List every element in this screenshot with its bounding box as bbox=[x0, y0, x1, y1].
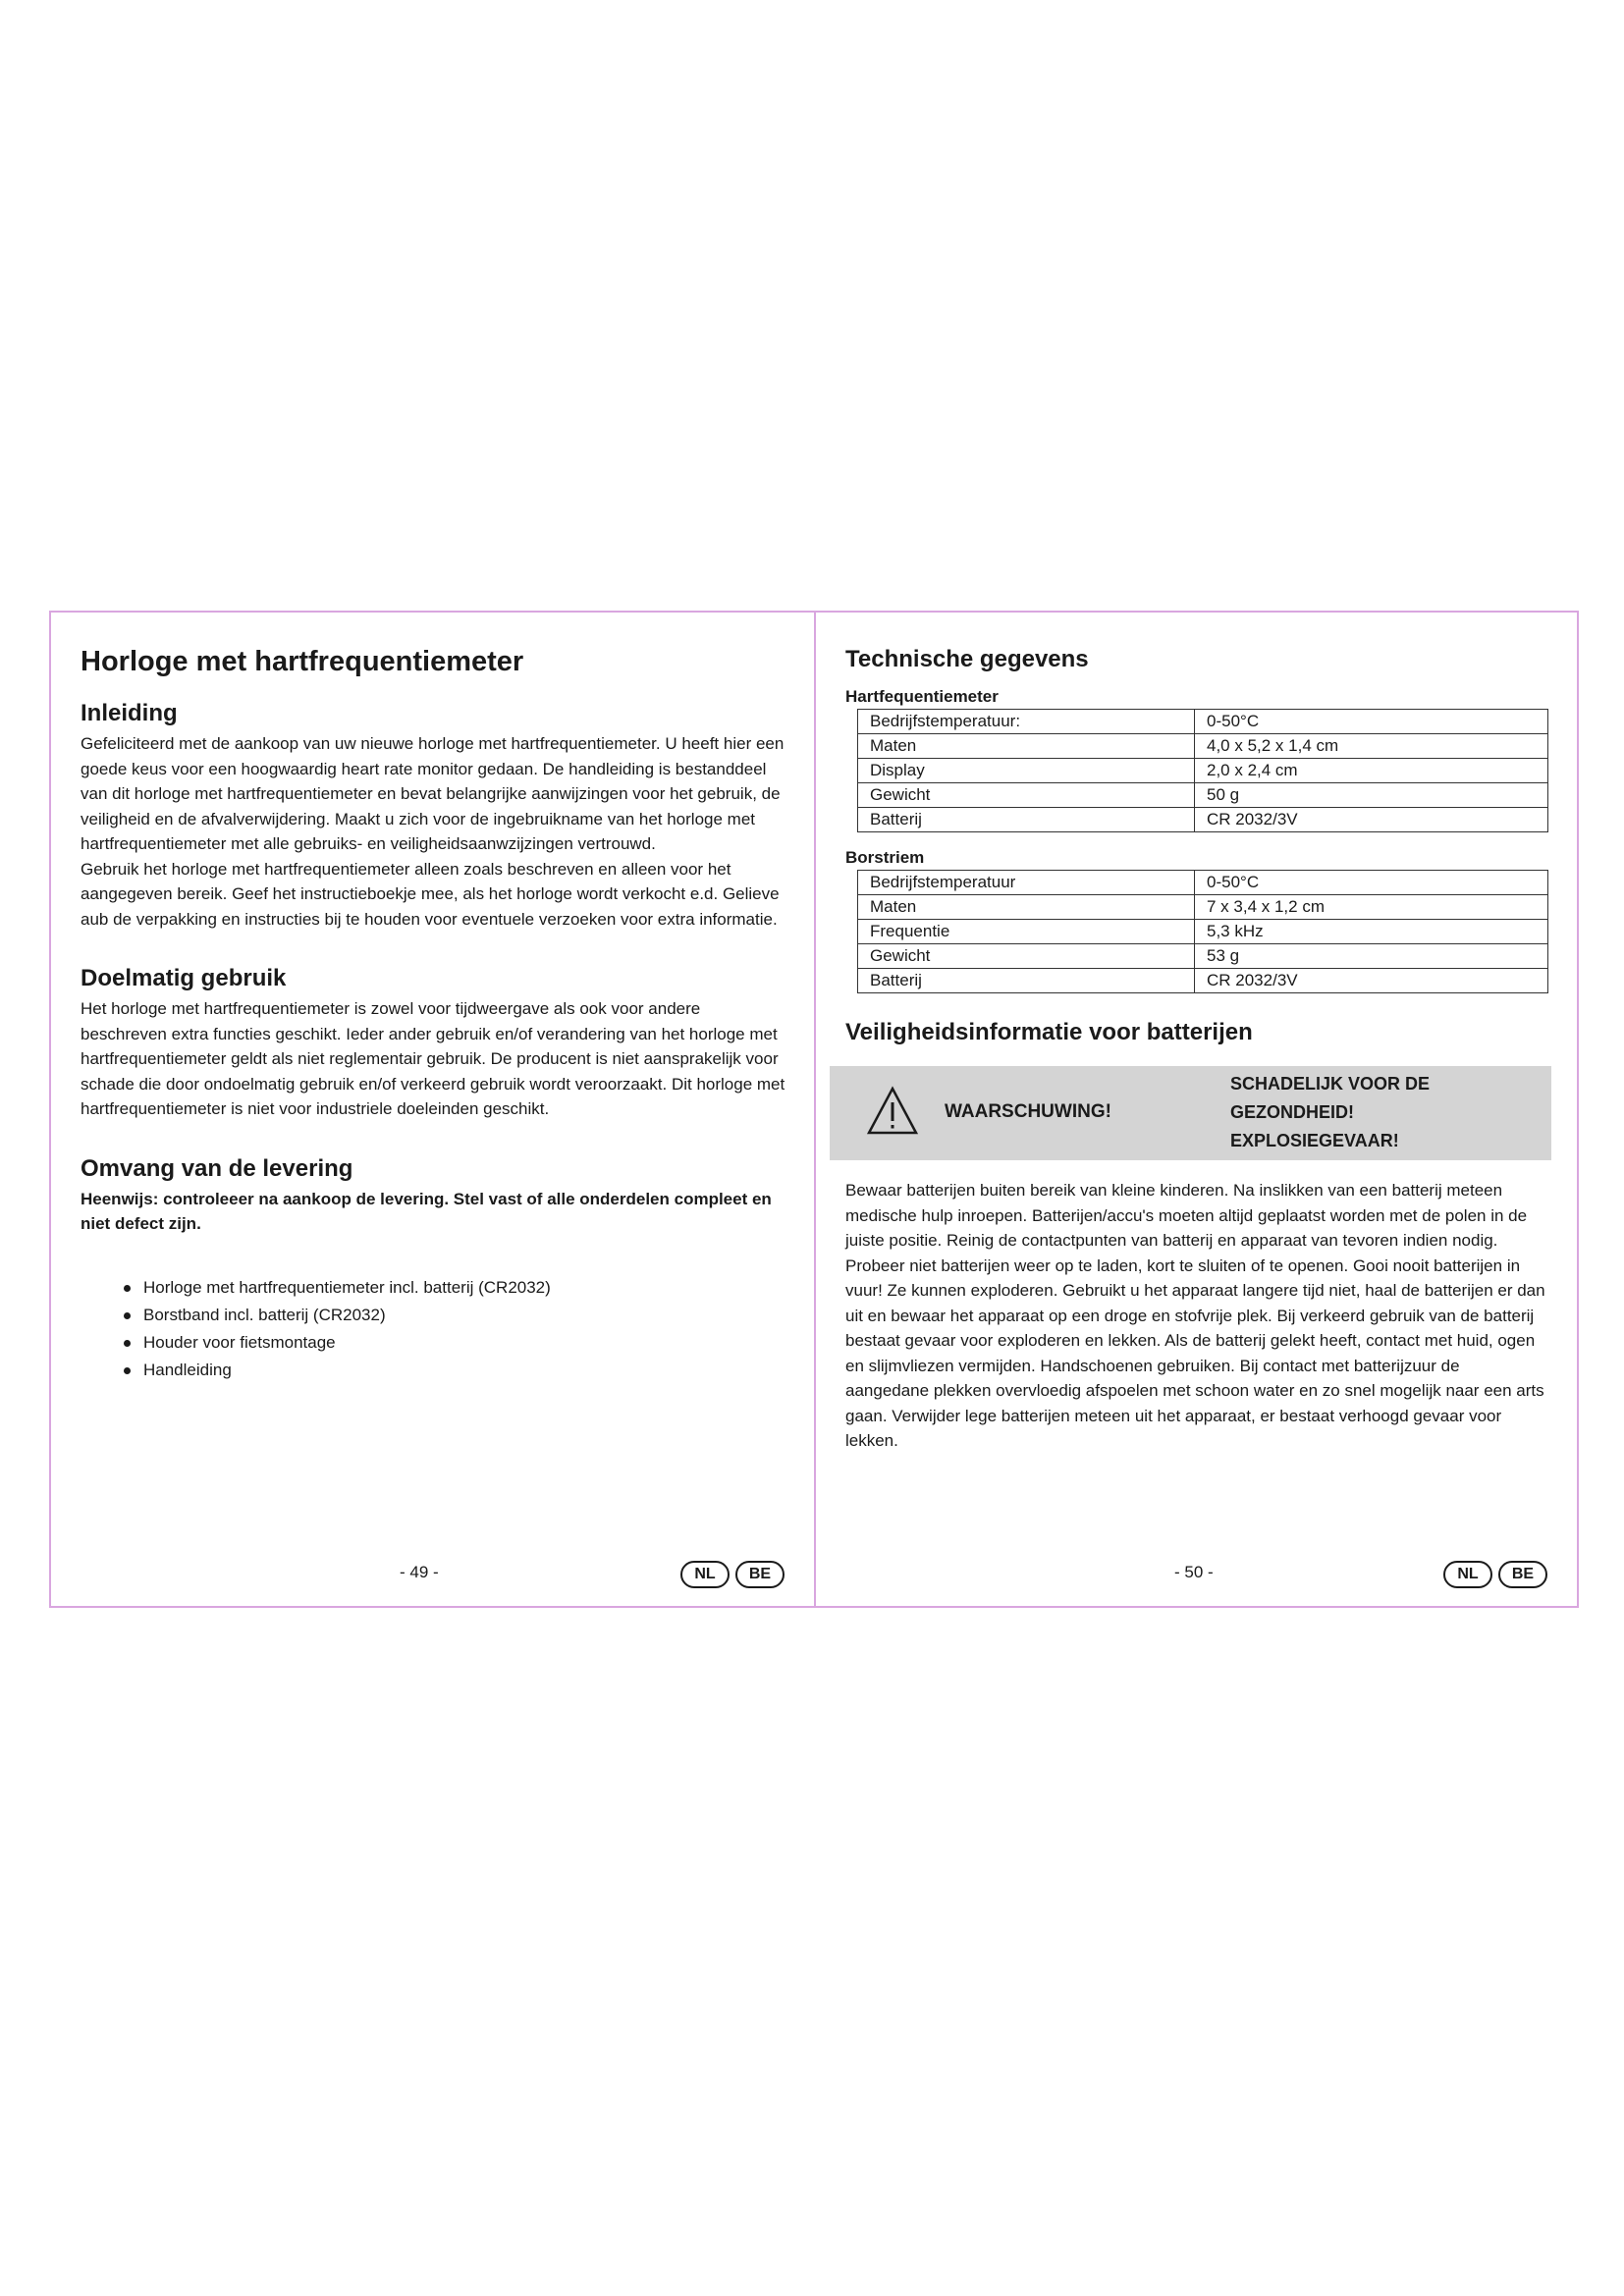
page-49 bbox=[51, 613, 816, 1606]
heading-doelmatig-gebruik: Doelmatig gebruik bbox=[81, 965, 287, 991]
spec-value: CR 2032/3V bbox=[1195, 969, 1548, 993]
delivery-list bbox=[81, 1274, 786, 1384]
spec-key: Gewicht bbox=[858, 783, 1195, 808]
spec-table-hartfrequentiemeter bbox=[857, 709, 1548, 832]
spec-value: 53 g bbox=[1195, 944, 1548, 969]
table-title-borstriem: Borstriem bbox=[845, 848, 925, 867]
spec-key: Bedrijfstemperatuur bbox=[858, 871, 1195, 895]
page-title: Horloge met hartfrequentiemeter bbox=[81, 646, 524, 677]
page-50 bbox=[816, 613, 1577, 1606]
heading-omvang-levering: Omvang van de levering bbox=[81, 1154, 353, 1182]
badge-nl: NL bbox=[680, 1561, 730, 1588]
spec-value: 0-50°C bbox=[1195, 710, 1548, 734]
warning-line: EXPLOSIEGEVAAR! bbox=[1230, 1131, 1399, 1150]
warning-box bbox=[830, 1066, 1551, 1160]
manual-spread bbox=[49, 611, 1579, 1608]
spec-value: CR 2032/3V bbox=[1195, 808, 1548, 832]
table-row bbox=[858, 871, 1548, 895]
list-item: Borstband incl. batterij (CR2032) bbox=[124, 1302, 786, 1329]
badge-nl: NL bbox=[1443, 1561, 1492, 1588]
spec-value: 0-50°C bbox=[1195, 871, 1548, 895]
table-row bbox=[858, 969, 1548, 993]
table-row bbox=[858, 920, 1548, 944]
spec-key: Batterij bbox=[858, 808, 1195, 832]
page-number: - 49 - bbox=[400, 1563, 439, 1581]
section-inleiding bbox=[81, 700, 786, 932]
spec-value: 50 g bbox=[1195, 783, 1548, 808]
warning-details bbox=[1230, 1070, 1430, 1155]
table-row bbox=[858, 759, 1548, 783]
inleiding-text-2: Gebruik het horloge met hartfrequentiemeter alleen zoals beschreven en alleen voor het aangegeven bereik. Geef het instructieboekje mee, als het horloge wordt verkocht e.d. Gelieve aub de verpakking en instructies bij te houden voor eventuele verzoeken voor extra informatie. bbox=[81, 859, 780, 929]
spec-key: Maten bbox=[858, 895, 1195, 920]
page-footer bbox=[816, 1561, 1577, 1590]
spec-value: 7 x 3,4 x 1,2 cm bbox=[1195, 895, 1548, 920]
section-omvang bbox=[81, 1155, 786, 1384]
warning-line: GEZONDHEID! bbox=[1230, 1102, 1354, 1122]
spec-key: Frequentie bbox=[858, 920, 1195, 944]
table-row bbox=[858, 895, 1548, 920]
badge-be: BE bbox=[735, 1561, 785, 1588]
omvang-note: Heenwijs: controleeer na aankoop de levering. Stel vast of alle onderdelen compleet en niet defect zijn. bbox=[81, 1189, 772, 1233]
language-badges bbox=[680, 1561, 785, 1588]
heading-inleiding: Inleiding bbox=[81, 700, 178, 726]
spec-key: Batterij bbox=[858, 969, 1195, 993]
badge-be: BE bbox=[1498, 1561, 1547, 1588]
inleiding-text: Gefeliciteerd met de aankoop van uw nieuwe horloge met hartfrequentiemeter. U heeft hier een goede keus voor een hoogwaardig heart rate monitor gedaan. De handleiding is bestanddeel van dit horloge met hartfrequentiemeter en bevat belangrijke aanwijzingen voor het gebruik, de veiligheid en de afvalverwijdering. Maakt u zich voor de ingebruikname van het horloge met hartfrequentiemeter met alle gebruiks- en veiligheidsaanwzijzingen vertrouwd. bbox=[81, 734, 785, 853]
spec-value: 5,3 kHz bbox=[1195, 920, 1548, 944]
heading-technische-gegevens: Technische gegevens bbox=[845, 646, 1089, 672]
spec-key: Bedrijfstemperatuur: bbox=[858, 710, 1195, 734]
spec-key: Gewicht bbox=[858, 944, 1195, 969]
doelmatig-text: Het horloge met hartfrequentiemeter is zowel voor tijdweergave als ook voor andere beschreven extra functies geschikt. Ieder ander gebruik en/of verandering van het horloge met hartfrequentiemeter geldt als niet reglementair gebruik. De producent is niet aansprakelijk voor schade die door ondoelmatig gebruik en/of verkeerd gebruik wordt veroorzaakt. Dit horloge met hartfrequentiemeter is niet voor industriele doeleinden geschikt. bbox=[81, 999, 785, 1118]
page-footer bbox=[51, 1561, 814, 1590]
table-row bbox=[858, 944, 1548, 969]
list-item: Houder voor fietsmontage bbox=[124, 1329, 786, 1357]
spec-key: Maten bbox=[858, 734, 1195, 759]
language-badges bbox=[1443, 1561, 1547, 1588]
heading-veiligheidsinformatie: Veiligheidsinformatie voor batterijen bbox=[845, 1019, 1253, 1045]
table-row bbox=[858, 734, 1548, 759]
safety-text: Bewaar batterijen buiten bereik van kleine kinderen. Na inslikken van een batterij meteen medische hulp inroepen. Batterijen/accu's moeten altijd geplaatst worden met de polen in de juiste positie. Reinig de contactpunten van batterij en apparaat van tevoren indien nodig. Probeer niet batterijen weer op te laden, kort te sluiten of te openen. Gooi nooit batterijen in vuur! Ze kunnen exploderen. Gebruikt u het apparaat langere tijd niet, haal de batterijen er dan uit en bewaar het apparaat op een droge en stofvrije plek. Bij verkeerd gebruik van de batterij bestaat gevaar voor exploderen en lekken. Als de batterij gelekt heeft, contact met huid, ogen en slijmvliezen vermijden. Handschoenen gebruiken. Bij contact met batterijzuur de aangedane plekken overvloedig afspoelen met schoon water en zo snel mogelijk naar een arts gaan. Verwijder lege batterijen meteen uit het apparaat, er bestaat verhoogd gevaar voor lekken. bbox=[845, 1181, 1545, 1450]
spec-value: 4,0 x 5,2 x 1,4 cm bbox=[1195, 734, 1548, 759]
table-row bbox=[858, 808, 1548, 832]
warning-line: SCHADELIJK VOOR DE bbox=[1230, 1074, 1431, 1094]
warning-triangle-icon bbox=[867, 1086, 918, 1137]
spec-table-borstriem bbox=[857, 870, 1548, 993]
spec-value: 2,0 x 2,4 cm bbox=[1195, 759, 1548, 783]
list-item: Handleiding bbox=[124, 1357, 786, 1384]
warning-label: WAARSCHUWING! bbox=[945, 1101, 1111, 1122]
spec-key: Display bbox=[858, 759, 1195, 783]
table-title-hartfrequentiemeter: Hartfequentiemeter bbox=[845, 687, 999, 706]
table-row bbox=[858, 710, 1548, 734]
section-doelmatig bbox=[81, 965, 786, 1122]
page-number: - 50 - bbox=[1174, 1563, 1214, 1581]
list-item: Horloge met hartfrequentiemeter incl. batterij (CR2032) bbox=[124, 1274, 786, 1302]
table-row bbox=[858, 783, 1548, 808]
